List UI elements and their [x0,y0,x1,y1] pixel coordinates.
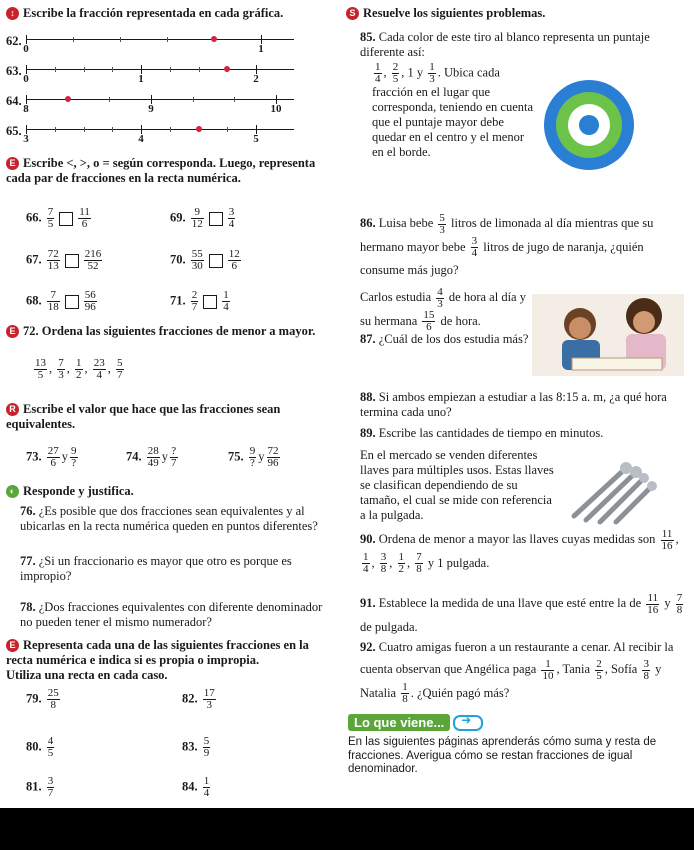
answer-box[interactable] [65,295,79,309]
wrenches-image [564,458,660,526]
compare-item-71: 71. $\frac{2}{7}$ $\frac{1}{4}$ [170,289,229,313]
arrow-right-icon [453,715,483,731]
question-85-body: $\frac{1}{4}$ , $\frac{2}{5}$ , 1 y $\frac{1}{3}$ . Ubica cada fracción en el lugar que corresponda, teniendo en cuenta que el puntaje mayor debe quedar en el centro y el menor en el borde. [372,61,534,159]
compare-item-70: 70. $\frac{55}{30}$ $\frac{12}{6}$ [170,248,240,272]
question-76: 76. ¿Es posible que dos fracciones sean equivalentes y al ubicarlas en la recta numérica queden en puntos diferentes? [20,504,318,533]
point-marker [65,96,71,102]
number-line-65: 65. 3 4 5 [6,122,326,140]
compare-item-69: 69. $\frac{9}{12}$ $\frac{3}{4}$ [170,206,235,230]
point-marker [211,36,217,42]
section-heading-problems: S Resuelve los siguientes problemas. [346,6,545,21]
question-89: 89. Escribe las cantidades de tiempo en minutos. [360,426,604,440]
question-77: 77. ¿Si un fraccionario es mayor que otro es porque es impropio? [20,554,292,583]
question-78: 78. ¿Dos fracciones equivalentes con diferente denominador no pueden tener el mismo numerador? [20,600,323,629]
bottom-black-bar [0,808,694,850]
carlos-text: Carlos estudia $\frac{4}{3}$ de hora al día y su hermana $\frac{15}{6}$ de hora. [360,285,526,334]
rep-item-80: 80. $\frac{4}{5}$ [26,735,54,759]
lo-que-viene-text: En las siguientes páginas aprenderás cómo suma y resta de fracciones. Averigua cómo se restan fracciones de igual denominador. [348,736,657,775]
question-90: 90. Ordena de menor a mayor las llaves cuyas medidas son $\frac{11}{16}$ , $\frac{1}{4}$ , $\frac{3}{8}$ , $\frac{1}{2}$ , $\frac{7}{8}$ y 1 pulgada. [360,527,679,576]
rep-item-82: 82. $\frac{17}{3}$ [182,687,215,711]
point-marker [196,126,202,132]
section-heading-compare: E Escribe <, >, o = según corresponda. Luego, representa cada par de fracciones en la recta numérica. [6,156,316,185]
rep-item-84: 84. $\frac{1}{4}$ [182,775,210,799]
rep-item-81: 81. $\frac{3}{7}$ [26,775,54,799]
compare-item-67: 67. $\frac{72}{13}$ $\frac{216}{52}$ [26,248,102,272]
students-reading-image [532,294,684,376]
answer-box[interactable] [209,254,223,268]
answer-box[interactable] [203,295,217,309]
rep-item-79: 79. $\frac{25}{8}$ [26,687,59,711]
section-heading-fractions: ↕ Escribe la fracción representada en cada gráfica. [6,6,283,21]
lo-que-viene-title: Lo que viene... [348,714,450,731]
rep-item-83: 83. $\frac{5}{9}$ [182,735,210,759]
market-text: En el mercado se venden diferentes llaves para múltiples usos. Estas llaves se clasifican dependiendo de su tamaño, el cual se mide con referencia a la pulgada. [360,448,554,522]
equiv-item-73: 73. $\frac{27}{6}$ y $\frac{9}{?}$ [26,445,77,469]
question-92: 92. Cuatro amigas fueron a un restaurante a cenar. Al recibir la cuenta observan que Angélica paga $\frac{1}{10}$ , Tania $\frac{2}{5}$ , Sofía $\frac{3}{8}$ y Natalia $\frac{1}{8}$ . ¿Quién pagó más? [360,640,674,706]
equiv-item-74: 74. $\frac{28}{49}$ y $\frac{?}{7}$ [126,445,177,469]
section-heading-represent: E Representa cada una de las siguientes fracciones en la recta numérica e indica si es propia o impropia. Utiliza una recta en cada caso. [6,638,309,682]
compare-item-66: 66. $\frac{7}{5}$ $\frac{11}{6}$ [26,206,90,230]
number-line-63: 63. 0 1 2 [6,62,326,80]
answer-box[interactable] [65,254,79,268]
section-heading-equivalent: R Escribe el valor que hace que las fracciones sean equivalentes. [6,402,281,431]
question-72: E 72. Ordena las siguientes fracciones de menor a mayor. [6,324,324,339]
target-icon [542,78,636,172]
answer-box[interactable] [209,212,223,226]
order-fractions: $\frac{13}{5}$ , $\frac{7}{3}$ , $\frac{1}{2}$ , $\frac{23}{4}$ , $\frac{5}{7}$ [35,357,123,381]
equiv-item-75: 75. $\frac{9}{?}$ y $\frac{72}{96}$ [228,445,279,469]
question-87: 87. ¿Cuál de los dos estudia más? [360,332,529,346]
section-badge: ↕ [6,7,19,20]
question-88: 88. Si ambos empiezan a estudiar a las 8:15 a. m, ¿a qué hora termina cada uno? [360,390,667,419]
lo-que-viene-box [348,714,688,806]
section-heading-justify: ◐ Responde y justifica. [6,484,134,499]
answer-box[interactable] [59,212,73,226]
point-marker [224,66,230,72]
number-line-64: 64. 8 9 10 [6,92,326,110]
number-line-62: 62. 0 1 [6,32,326,50]
question-91: 91. Establece la medida de una llave que esté entre la de $\frac{11}{16}$ y $\frac{7}{8}$ de pulgada. [360,591,683,634]
compare-item-68: 68. $\frac{7}{18}$ $\frac{56}{96}$ [26,289,96,313]
question-86: 86. Luisa bebe $\frac{5}{3}$ litros de limonada al día mientras que su hermano mayor bebe $\frac{3}{4}$ litros de jugo de naranja, ¿quién consume más jugo? [360,211,654,278]
question-85-intro: 85. Cada color de este tiro al blanco representa un puntaje diferente así: [360,30,650,59]
